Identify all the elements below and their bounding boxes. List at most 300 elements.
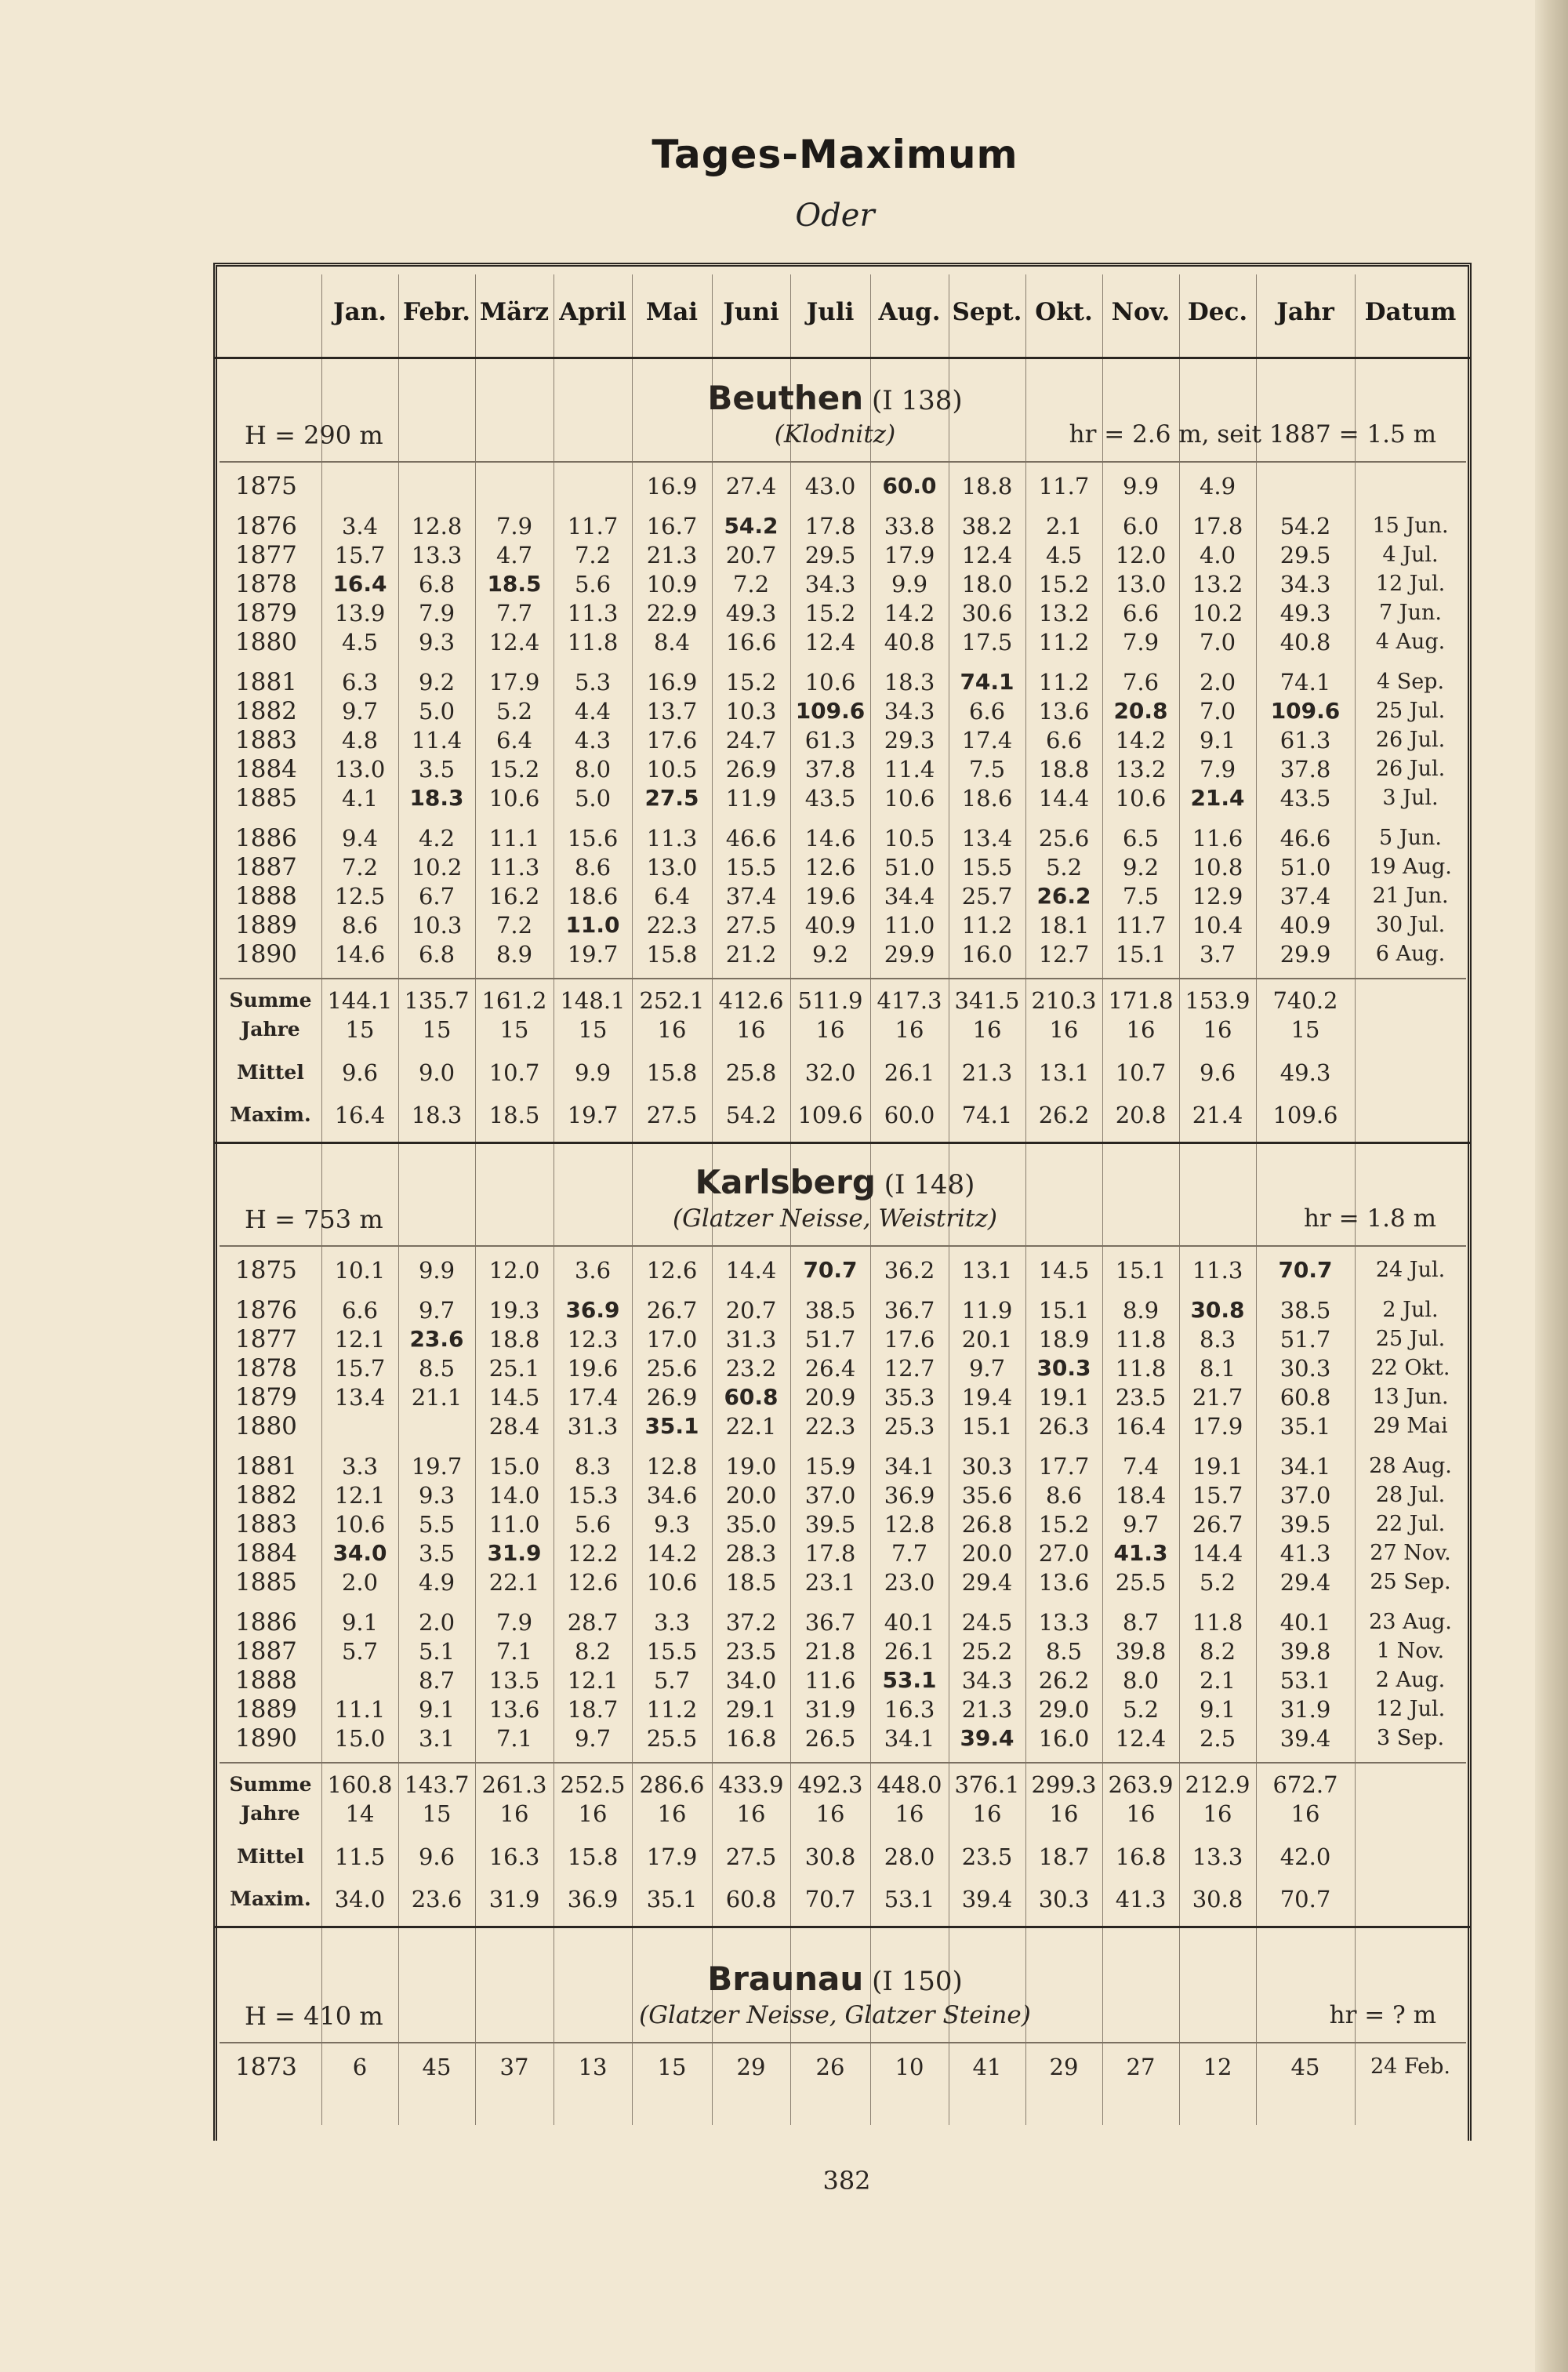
- table-cell: 26.9: [646, 1384, 698, 1411]
- table-cell: 4.9: [1199, 473, 1236, 499]
- table-cell: 41: [972, 2054, 1002, 2080]
- table-cell: 37.4: [725, 883, 777, 910]
- column-header: Jahr: [1276, 298, 1334, 326]
- year-label: 1878: [235, 1354, 297, 1382]
- table-cell: 23 Aug.: [1369, 1610, 1452, 1634]
- table-cell: 8.3: [574, 1453, 612, 1480]
- table-cell: 12.4: [961, 542, 1013, 568]
- table-cell: 19.6: [804, 883, 856, 910]
- summary-label: Summe: [229, 1773, 312, 1796]
- summary-cell: 26.1: [884, 1059, 935, 1086]
- table-cell: 40.1: [1279, 1609, 1331, 1636]
- station-code: (I 138): [863, 385, 963, 416]
- table-cell: 46.6: [1279, 825, 1331, 852]
- table-cell: 5.0: [418, 698, 456, 725]
- table-cell: [1355, 473, 1466, 499]
- summary-label: Mittel: [237, 1061, 304, 1084]
- table-cell: 10.2: [411, 854, 463, 881]
- table-cell: 30.3: [1279, 1355, 1331, 1382]
- table-cell: [321, 1667, 398, 1694]
- summary-cell: 26.2: [1038, 1102, 1090, 1128]
- year-label: 1877: [235, 1325, 297, 1353]
- table-cell: 22.1: [488, 1569, 540, 1596]
- table-cell: 16.3: [884, 1696, 935, 1723]
- summary-cell: 11.5: [334, 1843, 386, 1870]
- table-cell: 21.8: [804, 1638, 856, 1665]
- table-cell: 21.1: [411, 1384, 463, 1411]
- summary-cell: 10.7: [488, 1059, 540, 1086]
- table-cell: 22.9: [646, 600, 698, 627]
- table-cell: 5.7: [341, 1638, 379, 1665]
- station-rain-gauge-height: hr = 2.6 m, seit 1887 = 1.5 m: [1069, 420, 1436, 449]
- table-cell: 19.3: [488, 1297, 540, 1324]
- table-cell: 19.0: [725, 1453, 777, 1480]
- table-cell: 37.0: [804, 1482, 856, 1509]
- table-cell: 16.9: [646, 669, 698, 696]
- table-cell: 25 Jul.: [1375, 1327, 1446, 1351]
- table-cell: 26 Jul.: [1375, 728, 1446, 752]
- table-cell: 10.3: [411, 912, 463, 939]
- table-cell: 2.0: [418, 1609, 456, 1636]
- summary-cell: 25.8: [725, 1059, 777, 1086]
- table-cell: 30.8: [1190, 1297, 1245, 1323]
- table-cell: 12.6: [646, 1257, 698, 1284]
- table-cell: 19 Aug.: [1369, 855, 1452, 879]
- station-header-rule: [220, 2042, 1466, 2043]
- table-cell: 15.1: [1115, 941, 1167, 968]
- summary-cell: 9.0: [418, 1059, 456, 1086]
- table-cell: 12.1: [567, 1667, 619, 1694]
- table-cell: 19.1: [1192, 1453, 1243, 1480]
- table-cell: 11.3: [646, 825, 698, 852]
- summary-cell: 41.3: [1115, 1886, 1167, 1912]
- table-cell: 7.1: [495, 1725, 533, 1752]
- table-cell: 14.0: [488, 1482, 540, 1509]
- table-cell: 6.0: [1122, 513, 1160, 539]
- table-cell: 18.4: [1115, 1482, 1167, 1509]
- table-cell: 26.3: [1038, 1413, 1090, 1440]
- station-title: Braunau: [707, 1960, 864, 1998]
- table-cell: 17.5: [961, 629, 1013, 656]
- table-cell: 6.6: [1122, 600, 1160, 627]
- table-cell: 34.1: [1279, 1453, 1331, 1480]
- table-cell: 10.8: [1192, 854, 1243, 881]
- table-cell: 14.5: [1038, 1257, 1090, 1284]
- table-cell: 13.4: [334, 1384, 386, 1411]
- table-cell: 29: [1049, 2054, 1079, 2080]
- table-cell: 6.4: [653, 883, 691, 910]
- table-cell: 40.8: [1279, 629, 1331, 656]
- table-cell: 25.6: [646, 1355, 698, 1382]
- year-label: 1879: [235, 1383, 297, 1411]
- table-cell: 23.1: [804, 1569, 856, 1596]
- summary-cell: 16: [972, 1800, 1002, 1827]
- table-cell: [398, 473, 475, 499]
- table-cell: 6 Aug.: [1375, 942, 1446, 966]
- station-header-rule: [220, 461, 1466, 463]
- table-cell: 40.9: [1279, 912, 1331, 939]
- table-cell: 10.3: [725, 698, 777, 725]
- table-cell: 18.0: [961, 571, 1013, 598]
- table-cell: 11.1: [488, 825, 540, 852]
- table-cell: 8.0: [574, 756, 612, 783]
- table-cell: 11.2: [961, 912, 1013, 939]
- summary-cell: 70.7: [804, 1886, 856, 1912]
- table-cell: 30.3: [961, 1453, 1013, 1480]
- table-cell: 27 Nov.: [1370, 1541, 1451, 1565]
- table-cell: 29.5: [804, 542, 856, 568]
- table-cell: 43.0: [804, 473, 856, 499]
- station-name: [0, 379, 1568, 417]
- table-cell: 37.0: [1279, 1482, 1331, 1509]
- table-cell: 15.1: [1038, 1297, 1090, 1324]
- table-cell: 53.1: [882, 1667, 937, 1693]
- summary-cell: 32.0: [804, 1059, 856, 1086]
- table-cell: 49.3: [1279, 600, 1331, 627]
- table-cell: 12.4: [488, 629, 540, 656]
- table-cell: 17.9: [884, 542, 935, 568]
- table-cell: 16.0: [1038, 1725, 1090, 1752]
- summary-cell: 27.5: [646, 1102, 698, 1128]
- station-title: Beuthen: [707, 379, 864, 417]
- table-cell: 27.4: [725, 473, 777, 499]
- table-cell: 21.2: [725, 941, 777, 968]
- table-cell: 25.3: [884, 1413, 935, 1440]
- table-cell: 17.9: [488, 669, 540, 696]
- table-cell: 15.2: [725, 669, 777, 696]
- summary-cell: 49.3: [1279, 1059, 1331, 1086]
- table-cell: 20.8: [1113, 698, 1168, 724]
- table-cell: 4.8: [341, 727, 379, 754]
- year-label: 1873: [235, 2053, 297, 2081]
- table-cell: 2.0: [1199, 669, 1236, 696]
- summary-label: Maxim.: [230, 1887, 311, 1910]
- table-cell: 18.6: [567, 883, 619, 910]
- table-cell: 38.5: [1279, 1297, 1331, 1324]
- summary-cell: 376.1: [954, 1771, 1020, 1798]
- station-rain-gauge-height: hr = 1.8 m: [1303, 1204, 1436, 1233]
- table-cell: 19.7: [411, 1453, 463, 1480]
- table-cell: 39.5: [1279, 1511, 1331, 1538]
- summary-cell: 30.8: [1192, 1886, 1243, 1912]
- table-cell: 11.3: [567, 600, 619, 627]
- summary-cell: 212.9: [1185, 1771, 1250, 1798]
- table-cell: 11.3: [1192, 1257, 1243, 1284]
- table-cell: 7.7: [495, 600, 533, 627]
- year-label: 1885: [235, 1568, 297, 1596]
- table-cell: 109.6: [795, 698, 866, 724]
- year-label: 1879: [235, 599, 297, 627]
- summary-cell: 16: [578, 1800, 608, 1827]
- table-cell: 53.1: [1279, 1667, 1331, 1694]
- year-label: 1883: [235, 1510, 297, 1538]
- table-cell: 30.3: [1036, 1355, 1091, 1381]
- table-cell: 10.4: [1192, 912, 1243, 939]
- table-cell: 18.3: [409, 785, 464, 811]
- table-cell: 20.1: [961, 1326, 1013, 1353]
- table-cell: 30 Jul.: [1375, 913, 1446, 937]
- summary-cell: 16: [815, 1016, 845, 1043]
- summary-cell: 60.8: [725, 1886, 777, 1912]
- column-header: Datum: [1364, 298, 1457, 326]
- column-header: Sept.: [952, 298, 1022, 326]
- table-cell: 29.3: [884, 727, 935, 754]
- year-label: 1883: [235, 726, 297, 754]
- table-cell: 20.7: [725, 1297, 777, 1324]
- table-cell: 12.1: [334, 1326, 386, 1353]
- table-cell: 2.0: [341, 1569, 379, 1596]
- table-cell: 7.0: [1199, 629, 1236, 656]
- year-label: 1877: [235, 541, 297, 569]
- table-cell: 34.3: [884, 698, 935, 725]
- table-cell: 9.1: [1199, 727, 1236, 754]
- table-cell: 28 Aug.: [1369, 1454, 1452, 1478]
- table-cell: 19.6: [567, 1355, 619, 1382]
- table-cell: 2.5: [1199, 1725, 1236, 1752]
- table-cell: 4.0: [1199, 542, 1236, 568]
- column-header: Mai: [645, 298, 699, 326]
- table-cell: 7.0: [1199, 698, 1236, 725]
- year-label: 1881: [235, 1452, 297, 1480]
- table-cell: 20.0: [725, 1482, 777, 1509]
- table-cell: 3.1: [418, 1725, 456, 1752]
- station-river: (Klodnitz): [774, 420, 896, 449]
- summary-cell: 740.2: [1272, 987, 1338, 1014]
- table-cell: 17.9: [1192, 1413, 1243, 1440]
- table-cell: 20.9: [804, 1384, 856, 1411]
- table-cell: 13.1: [961, 1257, 1013, 1284]
- table-cell: 43.5: [804, 785, 856, 812]
- table-cell: 25.6: [1038, 825, 1090, 852]
- table-cell: 12: [1203, 2054, 1232, 2080]
- table-cell: 109.6: [1270, 698, 1341, 724]
- table-cell: 41.3: [1279, 1540, 1331, 1567]
- year-label: 1876: [235, 512, 297, 540]
- table-cell: 36.2: [884, 1257, 935, 1284]
- table-cell: 8.2: [574, 1638, 612, 1665]
- summary-cell: 16: [657, 1800, 687, 1827]
- table-cell: 2 Aug.: [1375, 1668, 1446, 1692]
- table-cell: 11.8: [1192, 1609, 1243, 1636]
- summary-cell: 412.6: [718, 987, 784, 1014]
- summary-cell: 9.9: [574, 1059, 612, 1086]
- summary-cell: 21.3: [961, 1059, 1013, 1086]
- table-cell: 3.4: [341, 513, 379, 539]
- table-cell: 26.2: [1038, 1667, 1090, 1694]
- table-cell: 29.1: [725, 1696, 777, 1723]
- table-cell: 14.2: [1115, 727, 1167, 754]
- table-cell: 27.5: [644, 785, 699, 811]
- table-cell: 12.0: [1115, 542, 1167, 568]
- summary-cell: 27.5: [725, 1843, 777, 1870]
- table-cell: 3.6: [574, 1257, 612, 1284]
- summary-cell: 9.6: [1199, 1059, 1236, 1086]
- summary-cell: 448.0: [877, 1771, 942, 1798]
- table-cell: 70.7: [1278, 1257, 1333, 1283]
- table-cell: 23.2: [725, 1355, 777, 1382]
- table-cell: 12.6: [804, 854, 856, 881]
- summary-cell: 20.8: [1115, 1102, 1167, 1128]
- table-cell: 26.4: [804, 1355, 856, 1382]
- table-cell: 18.5: [725, 1569, 777, 1596]
- table-cell: 9.4: [341, 825, 379, 852]
- table-cell: 35.1: [644, 1413, 699, 1439]
- summary-cell: 16: [895, 1016, 924, 1043]
- table-cell: [554, 473, 632, 499]
- table-cell: 7.5: [968, 756, 1006, 783]
- summary-cell: 148.1: [560, 987, 626, 1014]
- table-cell: 39.4: [1279, 1725, 1331, 1752]
- table-cell: 11.0: [884, 912, 935, 939]
- table-cell: 13.6: [488, 1696, 540, 1723]
- table-cell: 9.1: [341, 1609, 379, 1636]
- summary-cell: 34.0: [334, 1886, 386, 1912]
- summary-label: Jahre: [241, 1018, 300, 1041]
- summary-cell: 16: [895, 1800, 924, 1827]
- table-cell: 7.4: [1122, 1453, 1160, 1480]
- table-cell: 3 Jul.: [1382, 786, 1439, 810]
- table-cell: 36.7: [804, 1609, 856, 1636]
- table-cell: 39.8: [1115, 1638, 1167, 1665]
- table-cell: 16.6: [725, 629, 777, 656]
- table-cell: 4.9: [418, 1569, 456, 1596]
- table-cell: 9.7: [418, 1297, 456, 1324]
- table-cell: 15.7: [1192, 1482, 1243, 1509]
- table-cell: 25 Sep.: [1370, 1570, 1451, 1594]
- table-cell: [321, 473, 398, 499]
- table-cell: 13.2: [1192, 571, 1243, 598]
- summary-rule: [220, 978, 1466, 979]
- summary-cell: 23.5: [961, 1843, 1013, 1870]
- summary-cell: 16: [499, 1800, 529, 1827]
- table-cell: 9.2: [418, 669, 456, 696]
- table-cell: 11.6: [804, 1667, 856, 1694]
- table-cell: 8.2: [1199, 1638, 1236, 1665]
- table-cell: 39.4: [960, 1725, 1014, 1751]
- table-cell: 20.7: [725, 542, 777, 568]
- table-cell: 18.3: [884, 669, 935, 696]
- summary-cell: 14: [345, 1800, 375, 1827]
- year-label: 1881: [235, 668, 297, 696]
- table-cell: 9.3: [418, 1482, 456, 1509]
- table-cell: 9.9: [1122, 473, 1160, 499]
- table-cell: 28.7: [567, 1609, 619, 1636]
- table-cell: 8.9: [1122, 1297, 1160, 1324]
- table-cell: 12.8: [411, 513, 463, 539]
- table-cell: 8.4: [653, 629, 691, 656]
- table-cell: 10.5: [646, 756, 698, 783]
- table-cell: [398, 1413, 475, 1440]
- table-cell: 23.5: [725, 1638, 777, 1665]
- table-cell: 25 Jul.: [1375, 699, 1446, 723]
- table-cell: 5.2: [1045, 854, 1083, 881]
- summary-cell: 210.3: [1031, 987, 1097, 1014]
- summary-cell: 15: [1290, 1016, 1320, 1043]
- summary-cell: 16: [1049, 1800, 1079, 1827]
- table-cell: 26: [815, 2054, 845, 2080]
- table-cell: 8.7: [418, 1667, 456, 1694]
- table-cell: 31.3: [725, 1326, 777, 1353]
- column-header: Juli: [806, 298, 855, 326]
- station-name: [0, 1960, 1568, 1998]
- table-cell: 10.1: [334, 1257, 386, 1284]
- table-cell: 8.5: [418, 1355, 456, 1382]
- table-cell: 12.4: [804, 629, 856, 656]
- table-cell: 25.1: [488, 1355, 540, 1382]
- table-cell: 61.3: [804, 727, 856, 754]
- table-cell: 34.4: [884, 883, 935, 910]
- table-cell: 15.1: [1115, 1257, 1167, 1284]
- table-cell: 7.5: [1122, 883, 1160, 910]
- table-cell: 15.5: [646, 1638, 698, 1665]
- table-cell: 74.1: [960, 669, 1014, 695]
- table-cell: 14.4: [725, 1257, 777, 1284]
- table-cell: 6.8: [418, 571, 456, 598]
- station-river: (Glatzer Neisse, Glatzer Steine): [639, 2001, 1031, 2029]
- table-cell: 16.4: [332, 571, 387, 597]
- table-cell: 39.5: [804, 1511, 856, 1538]
- table-cell: 5.7: [653, 1667, 691, 1694]
- summary-cell: 16.8: [1115, 1843, 1167, 1870]
- station-name: [0, 1163, 1568, 1201]
- table-cell: 15.6: [567, 825, 619, 852]
- summary-cell: 672.7: [1272, 1771, 1338, 1798]
- summary-rule: [220, 1762, 1466, 1764]
- table-cell: 36.7: [884, 1297, 935, 1324]
- year-label: 1888: [235, 882, 297, 910]
- table-cell: 31.9: [1279, 1696, 1331, 1723]
- table-cell: 28.3: [725, 1540, 777, 1567]
- table-cell: 37.4: [1279, 883, 1331, 910]
- table-cell: 9.3: [653, 1511, 691, 1538]
- table-cell: 20.0: [961, 1540, 1013, 1567]
- table-cell: 19.1: [1038, 1384, 1090, 1411]
- page-title: Tages-Maximum: [652, 132, 1018, 177]
- table-cell: 24 Feb.: [1370, 2054, 1451, 2079]
- column-header: Febr.: [403, 298, 470, 326]
- table-cell: 9.7: [968, 1355, 1006, 1382]
- summary-cell: 135.7: [404, 987, 470, 1014]
- table-cell: 51.0: [884, 854, 935, 881]
- station-end-rule: [213, 1926, 1472, 1928]
- table-cell: 26.2: [1036, 883, 1091, 909]
- table-cell: 10.6: [884, 785, 935, 812]
- table-cell: 9.9: [891, 571, 928, 598]
- table-cell: 5.6: [574, 571, 612, 598]
- table-cell: 27.5: [725, 912, 777, 939]
- summary-cell: 42.0: [1279, 1843, 1331, 1870]
- table-cell: 17.4: [567, 1384, 619, 1411]
- table-cell: 15.2: [804, 600, 856, 627]
- table-cell: 54.2: [1279, 513, 1331, 539]
- station-elevation: H = 753 m: [245, 1204, 383, 1234]
- year-label: 1882: [235, 697, 297, 725]
- summary-cell: 16: [657, 1016, 687, 1043]
- table-cell: 5.3: [574, 669, 612, 696]
- table-cell: 39.8: [1279, 1638, 1331, 1665]
- table-cell: 31.3: [567, 1413, 619, 1440]
- table-cell: 45: [1290, 2054, 1320, 2080]
- table-cell: 23.5: [1115, 1384, 1167, 1411]
- table-cell: 26.5: [804, 1725, 856, 1752]
- year-label: 1887: [235, 853, 297, 881]
- table-cell: 15: [657, 2054, 687, 2080]
- table-cell: 5.6: [574, 1511, 612, 1538]
- table-cell: 13.0: [334, 756, 386, 783]
- table-cell: 12.8: [884, 1511, 935, 1538]
- station-elevation: H = 410 m: [245, 2001, 383, 2031]
- summary-cell: 341.5: [954, 987, 1020, 1014]
